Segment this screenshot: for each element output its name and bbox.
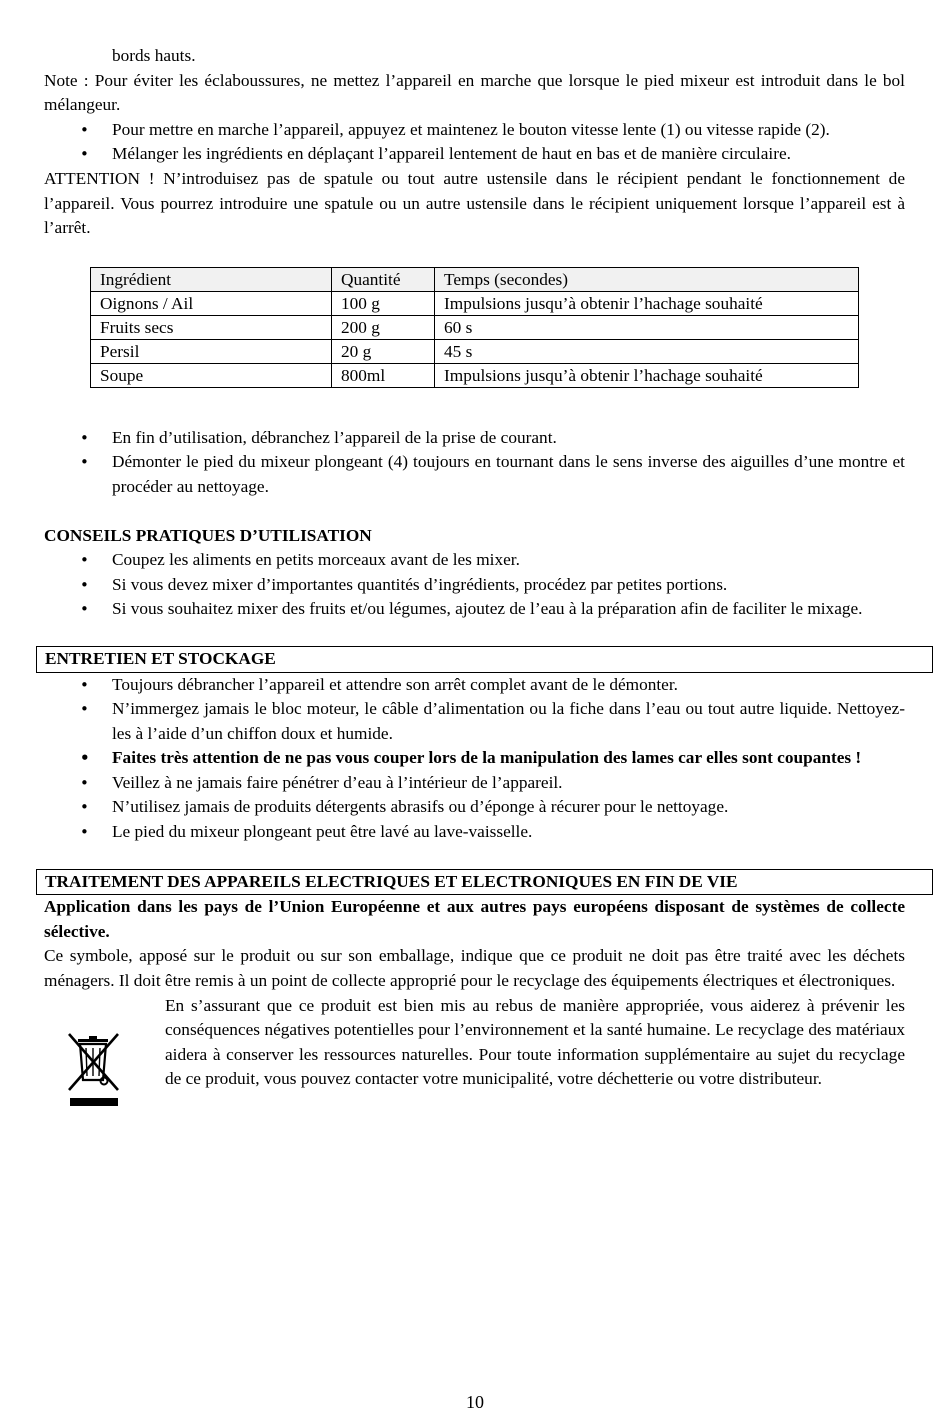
list-item: • N’immergez jamais le bloc moteur, le câble d’alimentation ou la fiche dans l’eau ou tout autre liquide. Nettoyez-les à l’aide d’un chiffon doux et humide. (44, 697, 905, 746)
table-cell: 200 g (332, 315, 435, 339)
traitement-paragraph: Ce symbole, apposé sur le produit ou sur son emballage, indique que ce produit ne doit pas être traité avec les déchets ménagers. Il doit être remis à un point de collecte approprié pour le recyclage des équipements électriques et électroniques. (44, 946, 905, 991)
table-header-cell: Temps (secondes) (435, 267, 859, 291)
entretien-heading: ENTRETIEN ET STOCKAGE (36, 646, 933, 673)
entretien-bullet-list (44, 673, 905, 845)
table-cell: Impulsions jusqu’à obtenir l’hachage souhaité (435, 291, 859, 315)
list-item: • Démonter le pied du mixeur plongeant (4) toujours en tournant dans le sens inverse des aiguilles d’une montre et procéder au nettoyage. (44, 450, 905, 499)
list-item: • Si vous devez mixer d’importantes quantités d’ingrédients, procédez par petites portions. (44, 573, 905, 598)
list-item: • Toujours débrancher l’appareil et attendre son arrêt complet avant de le démonter. (44, 673, 905, 698)
table-cell: 45 s (435, 339, 859, 363)
list-item: • N’utilisez jamais de produits détergents abrasifs ou d’éponge à récurer pour le nettoyage. (44, 795, 905, 820)
table-header-row (91, 267, 859, 291)
traitement-subtitle: Application dans les pays de l’Union Européenne et aux autres pays européens disposant de systèmes de collecte sélective. (44, 897, 905, 941)
table-cell: 60 s (435, 315, 859, 339)
document-page (44, 44, 905, 1092)
table-row (91, 363, 859, 387)
page-number: 10 (466, 1392, 484, 1412)
list-item: • Mélanger les ingrédients en déplaçant l’appareil lentement de haut en bas et de manière circulaire. (44, 142, 905, 167)
note-paragraph: Note : Pour éviter les éclaboussures, ne mettez l’appareil en marche que lorsque le pied mixeur est introduit dans le bol mélangeur. (44, 70, 905, 115)
table-row (91, 315, 859, 339)
usage-bullet-list (44, 118, 905, 167)
list-item: • En fin d’utilisation, débranchez l’appareil de la prise de courant. (44, 426, 905, 451)
table-cell: 20 g (332, 339, 435, 363)
crossed-out-wheelie-bin-icon (64, 1030, 124, 1110)
weee-block (44, 994, 905, 1092)
list-item-warning: • Faites très attention de ne pas vous couper lors de la manipulation des lames car elles sont coupantes ! (44, 746, 905, 771)
list-item: • Coupez les aliments en petits morceaux avant de les mixer. (44, 548, 905, 573)
table-row (91, 291, 859, 315)
attention-paragraph: ATTENTION ! N’introduisez pas de spatule ou tout autre ustensile dans le récipient pendant le fonctionnement de l’appareil. Vous pourrez introduire une spatule ou un autre ustensile dans le récipient uniquement lorsque l’appareil est à l’arrêt. (44, 168, 905, 238)
list-item: • Veillez à ne jamais faire pénétrer d’eau à l’intérieur de l’appareil. (44, 771, 905, 796)
list-item: • Le pied du mixeur plongeant peut être lavé au lave-vaisselle. (44, 820, 905, 845)
table-cell: 100 g (332, 291, 435, 315)
table-cell: Persil (91, 339, 332, 363)
traitement-heading: TRAITEMENT DES APPAREILS ELECTRIQUES ET ELECTRONIQUES EN FIN DE VIE (36, 869, 933, 896)
after-use-bullet-list (44, 426, 905, 500)
table-header-cell: Ingrédient (91, 267, 332, 291)
list-item: • Pour mettre en marche l’appareil, appuyez et maintenez le bouton vitesse lente (1) ou vitesse rapide (2). (44, 118, 905, 143)
table-cell: Oignons / Ail (91, 291, 332, 315)
table-cell: Impulsions jusqu’à obtenir l’hachage souhaité (435, 363, 859, 387)
conseils-bullet-list (44, 548, 905, 622)
continued-line: bords hauts. (112, 46, 196, 65)
table-cell: Soupe (91, 363, 332, 387)
table-cell: Fruits secs (91, 315, 332, 339)
weee-paragraph: En s’assurant que ce produit est bien mis au rebus de manière appropriée, vous aiderez à prévenir les conséquences négatives potentielles pour l’environnement et la santé humaine. Le recyclage des matériaux aidera à conserver les ressources naturelles. Pour toute information supplémentaire au sujet du recyclage de ce produit, vous pouvez contacter votre municipalité, votre déchetterie ou votre distributeur. (165, 995, 905, 1089)
ingredient-table (90, 267, 859, 388)
table-header-cell: Quantité (332, 267, 435, 291)
table-row (91, 339, 859, 363)
list-item: • Si vous souhaitez mixer des fruits et/ou légumes, ajoutez de l’eau à la préparation afin de faciliter le mixage. (44, 597, 905, 622)
conseils-heading: CONSEILS PRATIQUES D’UTILISATION (44, 525, 372, 545)
table-cell: 800ml (332, 363, 435, 387)
